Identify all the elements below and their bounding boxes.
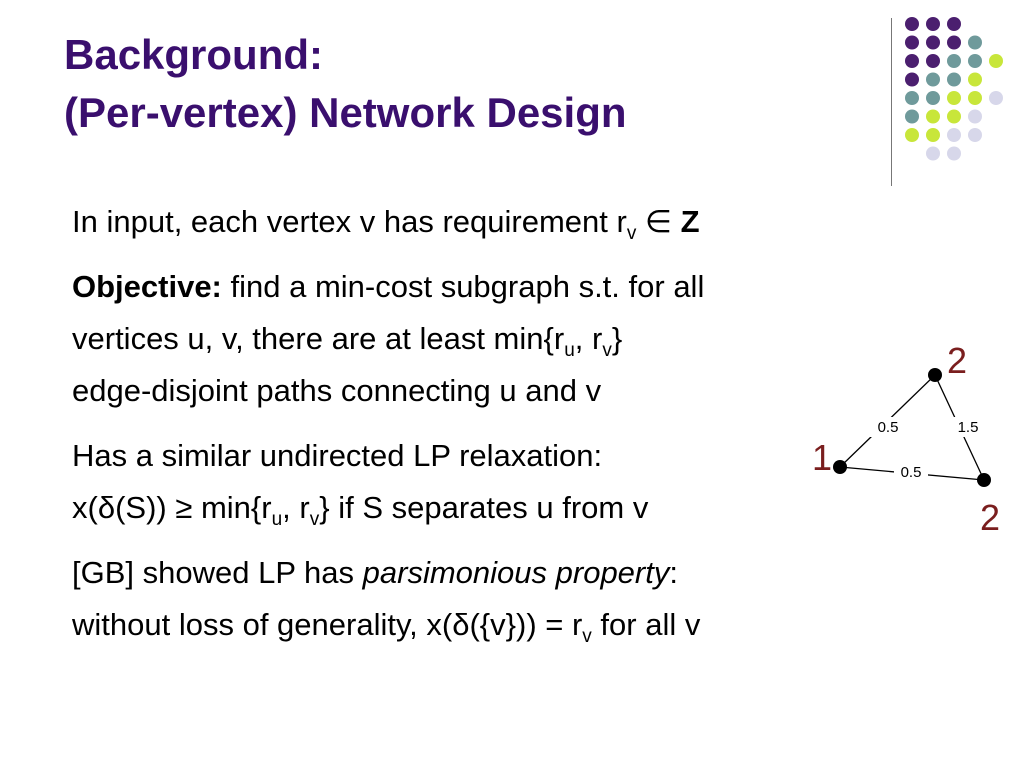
subscript: v — [582, 626, 592, 647]
node-label-top: 2 — [947, 340, 968, 381]
text: } — [611, 321, 623, 356]
line — [72, 261, 992, 313]
decorative-dot — [947, 17, 961, 31]
subscript: u — [271, 509, 283, 530]
decorative-dot — [989, 91, 1003, 105]
decorative-dot — [905, 73, 919, 87]
node-right — [977, 473, 991, 487]
decorative-dot-grid — [900, 16, 1010, 166]
text: , r — [574, 321, 603, 356]
decorative-dot — [926, 73, 940, 87]
subscript: v — [309, 509, 320, 530]
decorative-dot — [968, 54, 982, 68]
decorative-dot — [947, 147, 961, 161]
line — [72, 547, 992, 599]
text: [GB] showed LP has — [72, 555, 363, 590]
subscript: u — [564, 340, 575, 361]
text: ∈ — [636, 204, 681, 239]
edge-weight-label: 0.5 — [877, 419, 899, 436]
text: for all v — [591, 607, 701, 642]
decorative-dot — [905, 54, 919, 68]
line — [72, 599, 992, 651]
text: find a min-cost subgraph s.t. for all — [221, 269, 705, 304]
node-left — [833, 460, 847, 474]
decorative-dot — [926, 110, 940, 124]
paragraph-input-requirement — [72, 196, 992, 248]
decorative-dot — [905, 36, 919, 50]
decorative-dot — [968, 36, 982, 50]
title-line-2: (Per-vertex) Network Design — [64, 89, 627, 136]
objective-label: Objective: — [72, 269, 222, 304]
text: } if S separates u from v — [319, 490, 649, 525]
node-label-left: 1 — [812, 437, 833, 478]
decorative-dot — [905, 128, 919, 142]
text: without loss of generality, x(δ({v})) = r — [72, 607, 583, 642]
decorative-dot — [926, 54, 940, 68]
text: : — [669, 555, 678, 590]
italic-term: parsimonious property — [362, 555, 670, 590]
decorative-dot — [947, 128, 961, 142]
slide-title — [64, 26, 627, 142]
decorative-dot — [947, 110, 961, 124]
paragraph-parsimonious — [72, 547, 992, 651]
node-top — [928, 368, 942, 382]
edge-weight-label: 0.5 — [900, 464, 922, 481]
subscript: v — [602, 340, 612, 361]
decorative-dot — [968, 73, 982, 87]
title-line-1: Background: — [64, 31, 324, 78]
decorative-dot — [926, 36, 940, 50]
text: In input, each vertex v has requirement r — [72, 204, 627, 239]
example-graph — [800, 335, 1020, 535]
decorative-dot — [926, 91, 940, 105]
decorative-dot — [926, 128, 940, 142]
text: , r — [282, 490, 310, 525]
decorative-dot — [968, 110, 982, 124]
edge-weight-label: 1.5 — [957, 419, 979, 436]
decorative-dot — [905, 110, 919, 124]
line: Has a similar undirected LP relaxation: — [72, 438, 603, 473]
line: edge-disjoint paths connecting u and v — [72, 373, 602, 408]
decorative-dot — [968, 91, 982, 105]
decorative-dot — [947, 91, 961, 105]
decorative-dot — [989, 54, 1003, 68]
decorative-dot — [905, 91, 919, 105]
subscript: v — [626, 223, 637, 244]
node-label-right: 2 — [980, 497, 1001, 535]
decorative-dot — [926, 17, 940, 31]
text: x(δ(S)) ≥ min{r — [72, 490, 272, 525]
decorative-dot — [905, 17, 919, 31]
decorative-dot — [947, 54, 961, 68]
decorative-dot — [968, 128, 982, 142]
decorative-dot — [947, 36, 961, 50]
decorative-dot — [947, 73, 961, 87]
decorative-dot — [926, 147, 940, 161]
text: vertices u, v, there are at least min{r — [72, 321, 565, 356]
integers-symbol: Z — [680, 204, 700, 239]
decorative-divider — [891, 18, 892, 186]
